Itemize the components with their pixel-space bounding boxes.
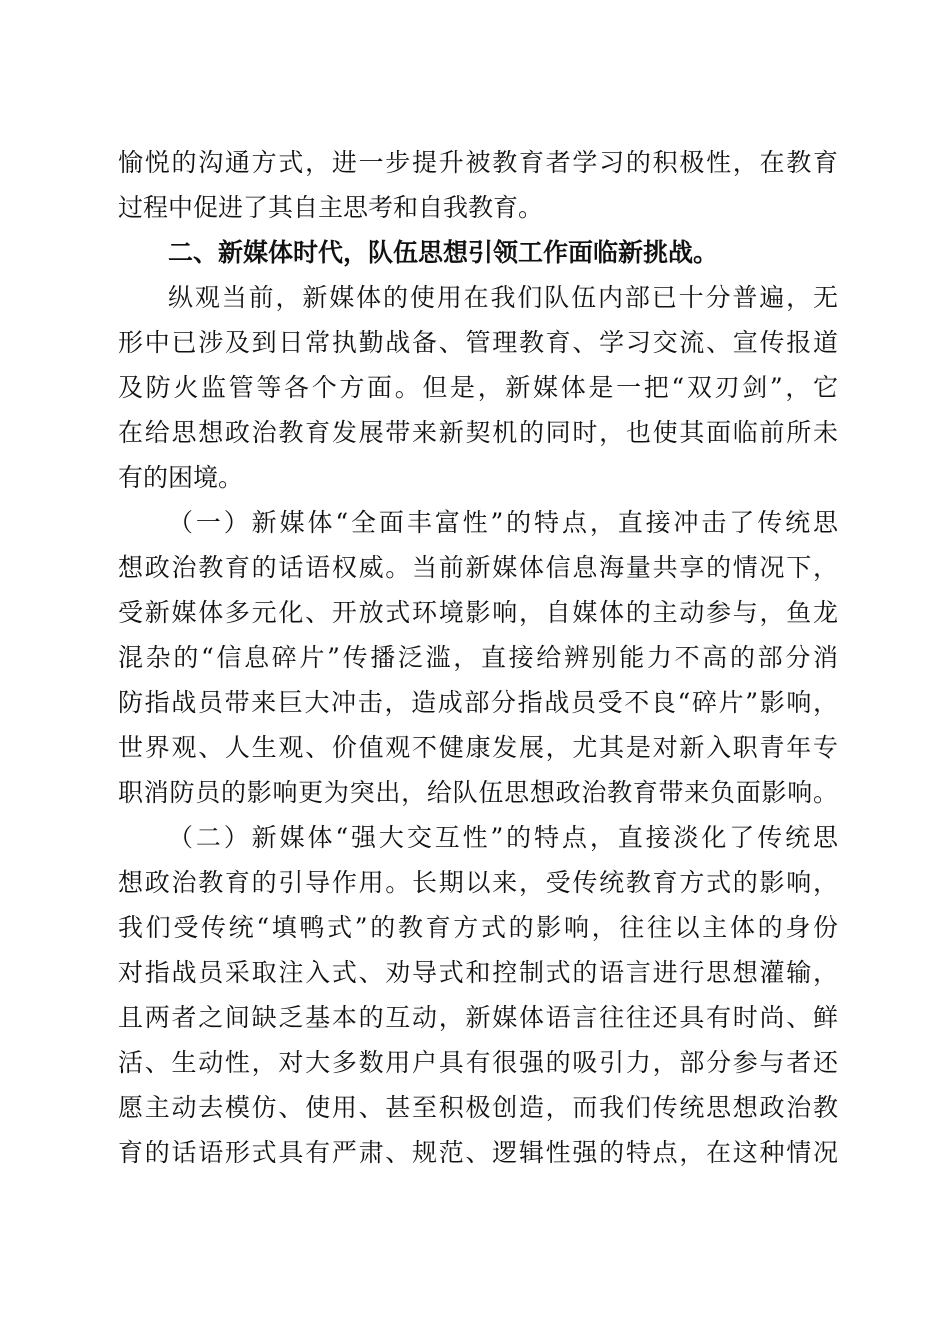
paragraph-line-7: 在给思想政治教育发展带来新契机的同时，也使其面临前所未 [118, 418, 838, 447]
paragraph-line-12: 混杂的“信息碎片”传播泛滥，直接给辨别能力不高的部分消 [118, 643, 838, 672]
subsection-heading-2: （二）新媒体“强大交互性”的特点，直接淡化了传统思 [168, 823, 838, 852]
paragraph-line-20: 且两者之间缺乏基本的互动，新媒体语言往往还具有时尚、鲜 [118, 1003, 838, 1032]
paragraph-line-4: 纵观当前，新媒体的使用在我们队伍内部已十分普遍，无 [168, 283, 838, 312]
paragraph-line-1: 愉悦的沟通方式，进一步提升被教育者学习的积极性，在教育 [118, 148, 838, 177]
paragraph-line-17: 想政治教育的引导作用。长期以来，受传统教育方式的影响， [118, 868, 838, 897]
subsection-heading-1: （一）新媒体“全面丰富性”的特点，直接冲击了传统思 [168, 508, 838, 537]
paragraph-line-18: 我们受传统“填鸭式”的教育方式的影响，往往以主体的身份 [118, 913, 838, 942]
paragraph-line-8: 有的困境。 [118, 463, 244, 492]
paragraph-line-23: 育的话语形式具有严肃、规范、逻辑性强的特点，在这种情况 [118, 1138, 838, 1167]
paragraph-line-10: 想政治教育的话语权威。当前新媒体信息海量共享的情况下， [118, 553, 838, 582]
paragraph-line-15: 职消防员的影响更为突出，给队伍思想政治教育带来负面影响。 [118, 778, 838, 807]
paragraph-line-5: 形中已涉及到日常执勤战备、管理教育、学习交流、宣传报道 [118, 328, 838, 357]
section-heading-2: 二、新媒体时代，队伍思想引领工作面临新挑战。 [168, 238, 719, 267]
paragraph-line-22: 愿主动去模仿、使用、甚至积极创造，而我们传统思想政治教 [118, 1093, 838, 1122]
paragraph-line-19: 对指战员采取注入式、劝导式和控制式的语言进行思想灌输， [118, 958, 838, 987]
paragraph-line-2: 过程中促进了其自主思考和自我教育。 [118, 193, 544, 222]
paragraph-line-13: 防指战员带来巨大冲击，造成部分指战员受不良“碎片”影响， [118, 688, 838, 717]
paragraph-line-21: 活、生动性，对大多数用户具有很强的吸引力，部分参与者还 [118, 1048, 838, 1077]
paragraph-line-6: 及防火监管等各个方面。但是，新媒体是一把“双刃剑”，它 [118, 373, 838, 402]
paragraph-line-14: 世界观、人生观、价值观不健康发展，尤其是对新入职青年专 [118, 733, 838, 762]
paragraph-line-11: 受新媒体多元化、开放式环境影响，自媒体的主动参与，鱼龙 [118, 598, 838, 627]
